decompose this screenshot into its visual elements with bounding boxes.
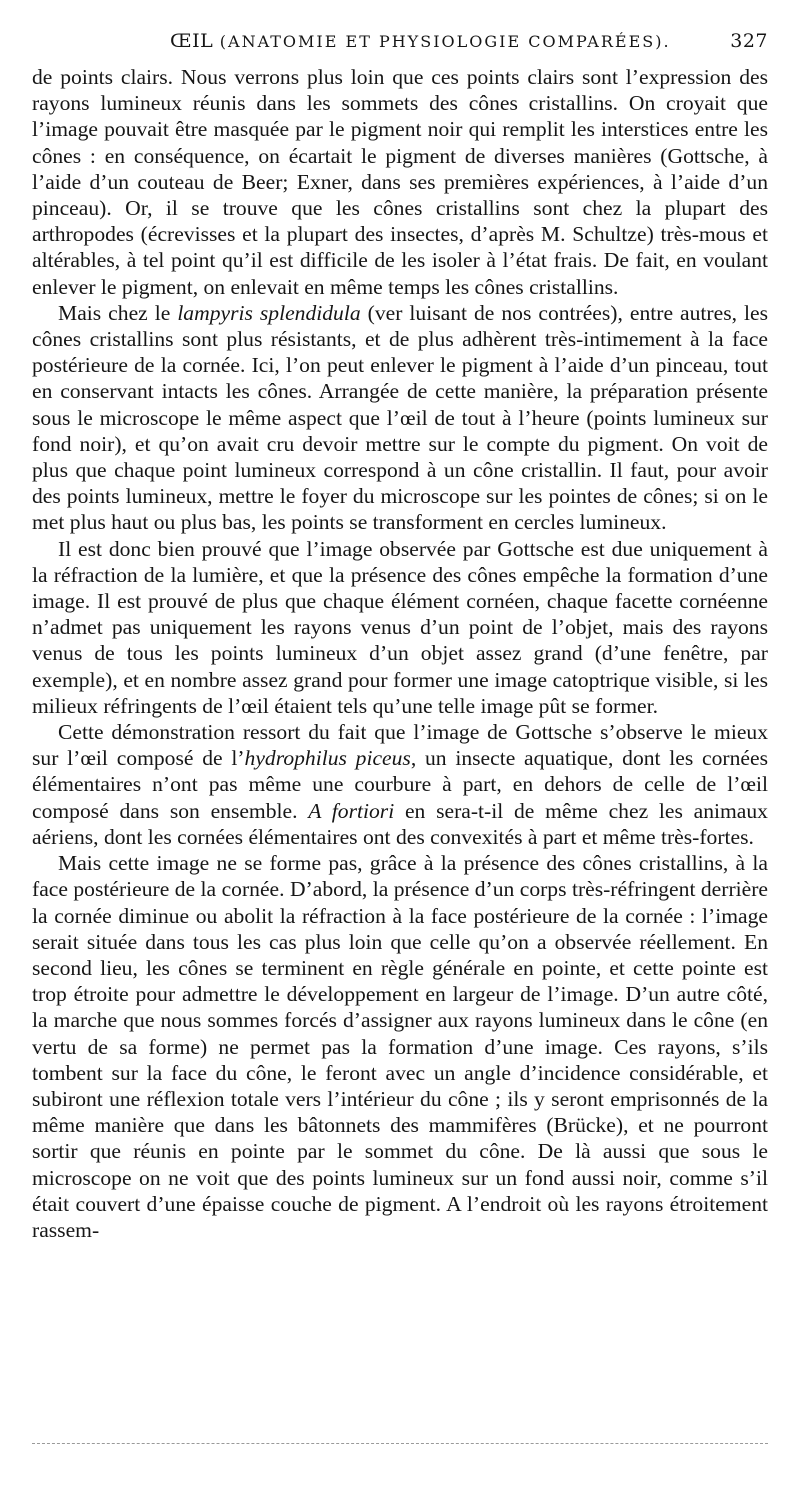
running-head-title [170, 30, 671, 52]
document-page [32, 30, 768, 1243]
paragraph-2 [32, 300, 768, 536]
page-number: 327 [730, 30, 768, 52]
paragraph-2-before: Mais chez le [58, 300, 178, 325]
paragraph-5-text: Mais cette image ne se forme pas, grâce à la présence des cônes cristallins, à la face postérieure de la cornée. D’abord, la présence d’un corps très-réfringent derrière la cornée diminue ou abolit la réfraction à la face postérieure de la cornée : l’image serait située dans tous les cas plus loin que celle qu’on a observée réellement. En second lieu, les cônes se terminent en règle générale en pointe, et cette pointe est trop étroite pour admettre le développement en largeur de l’image. D’un autre côté, la marche que nous sommes forcés d’assigner aux rayons lumineux dans le cône (en vertu de sa forme) ne permet pas la formation d’une image. Ces rayons, s’ils tombent sur la face du cône, le feront avec un angle d’incidence considérable, et subiront une réflexion totale vers l’intérieur du cône ; ils y seront emprisonnés de la même manière que dans les bâtonnets des mammifères (Brücke), et ne pourront sortir que réunis en pointe par le sommet du cône. De là aussi que sous le microscope on ne voit que des points lumineux sur un fond aussi noir, comme s’il était couvert d’une épaisse couche de pigment. A l’endroit où les rayons étroitement rassem- [32, 851, 768, 1242]
paragraph-4-after: en sera-t-il de même chez les animaux aériens, dont les cornées élémentaires ont des convexités à part et même très-fortes. [32, 798, 768, 849]
running-head-title-sub: (ANATOMIE ET PHYSIOLOGIE COMPARÉES). [219, 32, 671, 51]
paragraph-1 [32, 64, 768, 300]
footer-dotted-rule [32, 1443, 768, 1444]
running-head-title-main: ŒIL [170, 30, 214, 52]
paragraph-3 [32, 536, 768, 719]
paragraph-2-after: (ver luisant de nos contrées), entre autres, les cônes cristallins sont plus résistants, et de plus adhèrent très-intimement à la face postérieure de la cornée. Ici, l’on peut enlever le pigment à l’aide d’un pinceau, tout en conservant intacts les cônes. Arrangée de cette manière, la préparation présente sous le microscope le même aspect que l’œil de tout à l’heure (points lumineux sur fond noir), et qu’on avait cru devoir mettre sur le compte du pigment. On voit de plus que chaque point lumineux correspond à un cône cristallin. Il faut, pour avoir des points lumineux, mettre le foyer du microscope sur les pointes de cônes; si on le met plus haut ou plus bas, les points se transforment en cercles lumineux. [32, 300, 768, 535]
latin-phrase-a-fortiori: A fortiori [308, 798, 395, 823]
paragraph-1-text: de points clairs. Nous verrons plus loin que ces points clairs sont l’expression des rayons lumineux réunis dans les sommets des cônes cristallins. On croyait que l’image pouvait être masquée par le pigment noir qui remplit les interstices entre les cônes : en conséquence, on écartait le pigment de diverses manières (Gottsche, à l’aide d’un couteau de Beer; Exner, dans ses premières expériences, à l’aide d’un pinceau). Or, il se trouve que les cônes cristallins sont chez la plupart des arthropodes (écrevisses et la plupart des insectes, d’après M. Schultze) très-mous et altérables, à tel point qu’il est difficile de les isoler à l’état frais. De fait, en voulant enlever le pigment, on enlevait en même temps les cônes cristallins. [32, 65, 768, 299]
paragraph-4-before: Cette démonstration ressort du fait que l’image de Gottsche s’observe le mieux sur l’œil composé de l’ [32, 720, 768, 771]
body-text [32, 64, 768, 1243]
paragraph-3-text: Il est donc bien prouvé que l’image observée par Gottsche est due uniquement à la réfraction de la lumière, et que la présence des cônes empêche la formation d’une image. Il est prouvé de plus que chaque élément cornéen, chaque facette cornéenne n’admet pas uniquement les rayons venus d’un point de l’objet, mais des rayons venus de tous les points lumineux d’un objet assez grand (d’une fenêtre, par exemple), et en nombre assez grand pour former une image catoptrique visible, si les milieux réfringents de l’œil étaient tels qu’une telle image pût se former. [32, 536, 768, 718]
species-name-hydrophilus: hydrophilus piceus [244, 746, 411, 771]
paragraph-4 [32, 719, 768, 850]
paragraph-4-middle: , un insecte aquatique, dont les cornées élémentaires n’ont pas même une courbure à part, en dehors de celle de l’œil composé dans son ensemble. [32, 746, 768, 823]
species-name-lampyris: lampyris splendidula [177, 300, 361, 325]
running-head [32, 30, 768, 58]
paragraph-5 [32, 850, 768, 1243]
